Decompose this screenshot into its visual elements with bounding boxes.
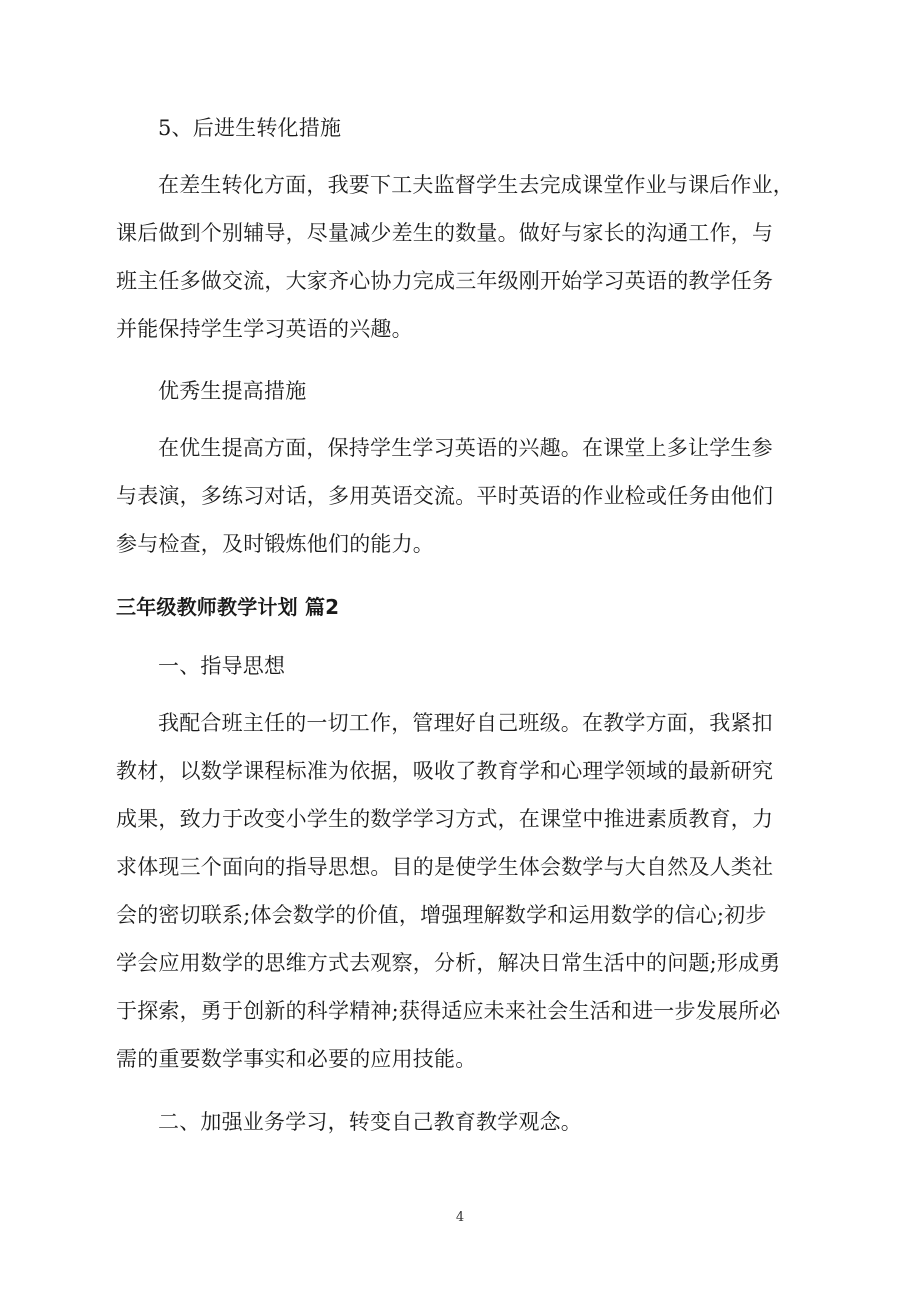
paragraph-line: 求体现三个面向的指导思想。目的是使学生体会数学与大自然及人类社 [116, 855, 774, 879]
paragraph-line: 与表演，多练习对话，多用英语交流。平时英语的作业检或任务由他们 [116, 484, 774, 508]
paragraph-line: 学会应用数学的思维方式去观察，分析，解决日常生活中的问题;形成勇 [116, 951, 781, 975]
page-number: 4 [455, 1210, 465, 1225]
paragraph-line: 参与检查，及时锻炼他们的能力。 [116, 532, 434, 556]
paragraph-line: 并能保持学生学习英语的兴趣。 [116, 317, 413, 341]
article-title: 三年级教师教学计划 篇2 [116, 595, 340, 619]
paragraph-line: 于探索，勇于创新的科学精神;获得适应未来社会生活和进一步发展所必 [116, 999, 781, 1023]
paragraph-line: 成果，致力于改变小学生的数学学习方式，在课堂中推进素质教育，力 [116, 807, 774, 831]
section-heading-5: 5、后进生转化措施 [158, 116, 342, 140]
subheading-excellent-students: 优秀生提高措施 [158, 379, 307, 403]
paragraph-line: 教材，以数学课程标准为依据，吸收了教育学和心理学领域的最新研究 [116, 759, 774, 783]
paragraph-line: 课后做到个别辅导，尽量减少差生的数量。做好与家长的沟通工作，与 [116, 221, 774, 245]
paragraph-line: 需的重要数学事实和必要的应用技能。 [116, 1047, 477, 1071]
paragraph-line: 会的密切联系;体会数学的价值，增强理解数学和运用数学的信心;初步 [116, 903, 767, 927]
paragraph-line: 在优生提高方面，保持学生学习英语的兴趣。在课堂上多让学生参 [158, 436, 773, 460]
section-heading-2: 二、加强业务学习，转变自己教育教学观念。 [158, 1110, 582, 1134]
paragraph-line: 班主任多做交流，大家齐心协力完成三年级刚开始学习英语的教学任务 [116, 269, 774, 293]
paragraph-line: 我配合班主任的一切工作，管理好自己班级。在教学方面，我紧扣 [158, 711, 773, 735]
section-heading-1: 一、指导思想 [158, 654, 286, 678]
paragraph-line: 在差生转化方面，我要下工夫监督学生去完成课堂作业与课后作业， [158, 173, 794, 197]
